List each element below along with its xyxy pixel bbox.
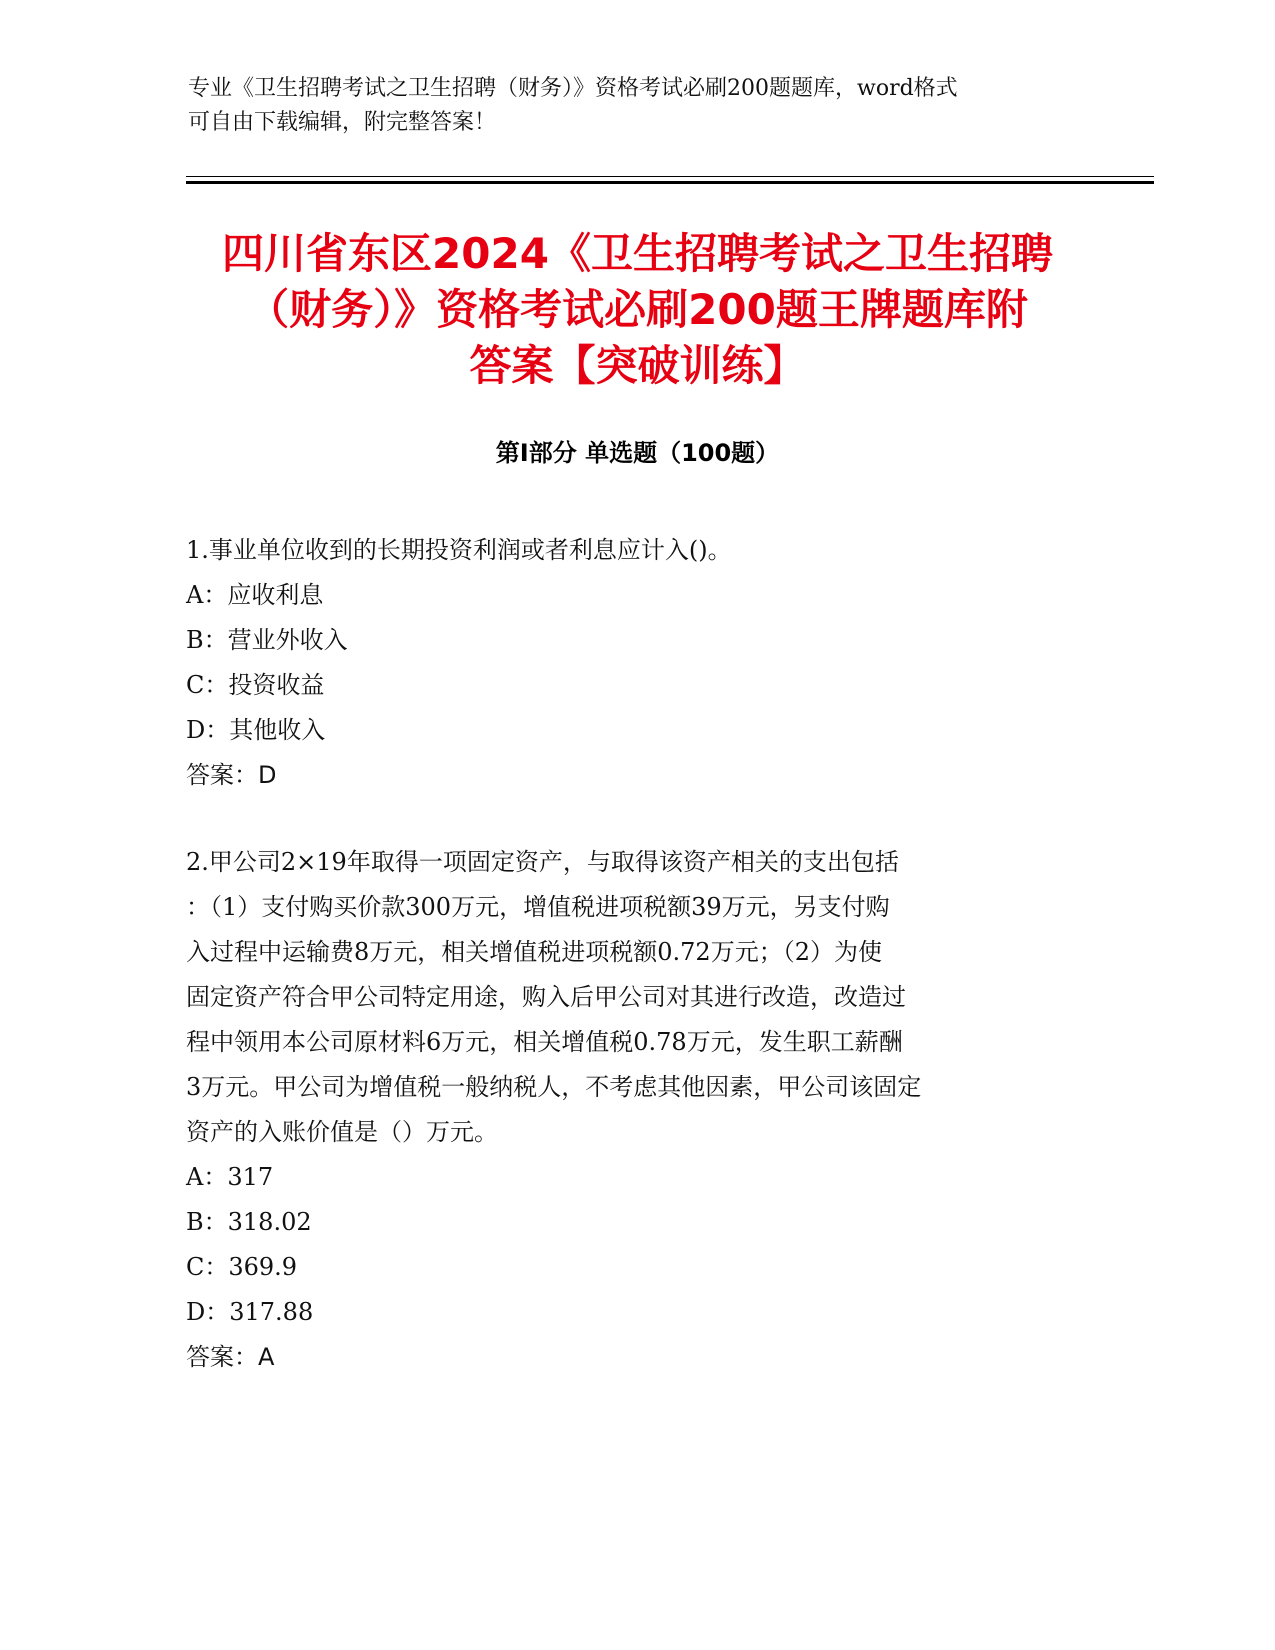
- question-stem-line: ：（1）支付购买价款300万元，增值税进项税额39万元，另支付购: [186, 893, 890, 921]
- question-stem-line: 1.事业单位收到的长期投资利润或者利息应计入()。: [186, 536, 732, 564]
- option-d: D：317.88: [186, 1298, 314, 1326]
- answer-label: 答案：D: [186, 761, 277, 789]
- option-a: A：应收利息: [186, 581, 324, 609]
- header-divider-thin: [186, 176, 1154, 177]
- document-title-line-2: （财务）》资格考试必刷200题王牌题库附: [247, 285, 1028, 334]
- section-title: 第I部分 单选题（100题）: [495, 439, 780, 467]
- header-note-line-2: 可自由下载编辑，附完整答案！: [188, 110, 497, 135]
- document-title-line-3: 答案【突破训练】: [469, 341, 806, 390]
- question-2: [186, 840, 1086, 1380]
- option-d: D：其他收入: [186, 716, 326, 744]
- option-b: B：318.02: [186, 1208, 312, 1236]
- question-stem-line: 程中领用本公司原材料6万元，相关增值税0.78万元，发生职工薪酬: [186, 1028, 903, 1056]
- document-title: [120, 226, 1155, 394]
- header-divider-thick: [186, 181, 1154, 184]
- question-stem-line: 3万元。甲公司为增值税一般纳税人，不考虑其他因素，甲公司该固定: [186, 1073, 922, 1101]
- option-c: C：369.9: [186, 1253, 298, 1281]
- question-stem-line: 资产的入账价值是（）万元。: [186, 1118, 498, 1146]
- option-b: B：营业外收入: [186, 626, 348, 654]
- question-stem-line: 固定资产符合甲公司特定用途，购入后甲公司对其进行改造，改造过: [186, 983, 906, 1011]
- question-stem-line: 入过程中运输费8万元，相关增值税进项税额0.72万元；（2）为使: [186, 938, 882, 966]
- header-note-line-1: 专业《卫生招聘考试之卫生招聘（财务）》资格考试必刷200题题库，word格式: [188, 76, 958, 101]
- answer-label: 答案：A: [186, 1343, 275, 1371]
- option-a: A：317: [186, 1163, 274, 1191]
- question-1: [186, 528, 1086, 798]
- question-stem-line: 2.甲公司2×19年取得一项固定资产，与取得该资产相关的支出包括: [186, 848, 899, 876]
- option-c: C：投资收益: [186, 671, 325, 699]
- document-title-line-1: 四川省东区2024《卫生招聘考试之卫生招聘: [222, 229, 1053, 278]
- header-note: [188, 72, 1068, 140]
